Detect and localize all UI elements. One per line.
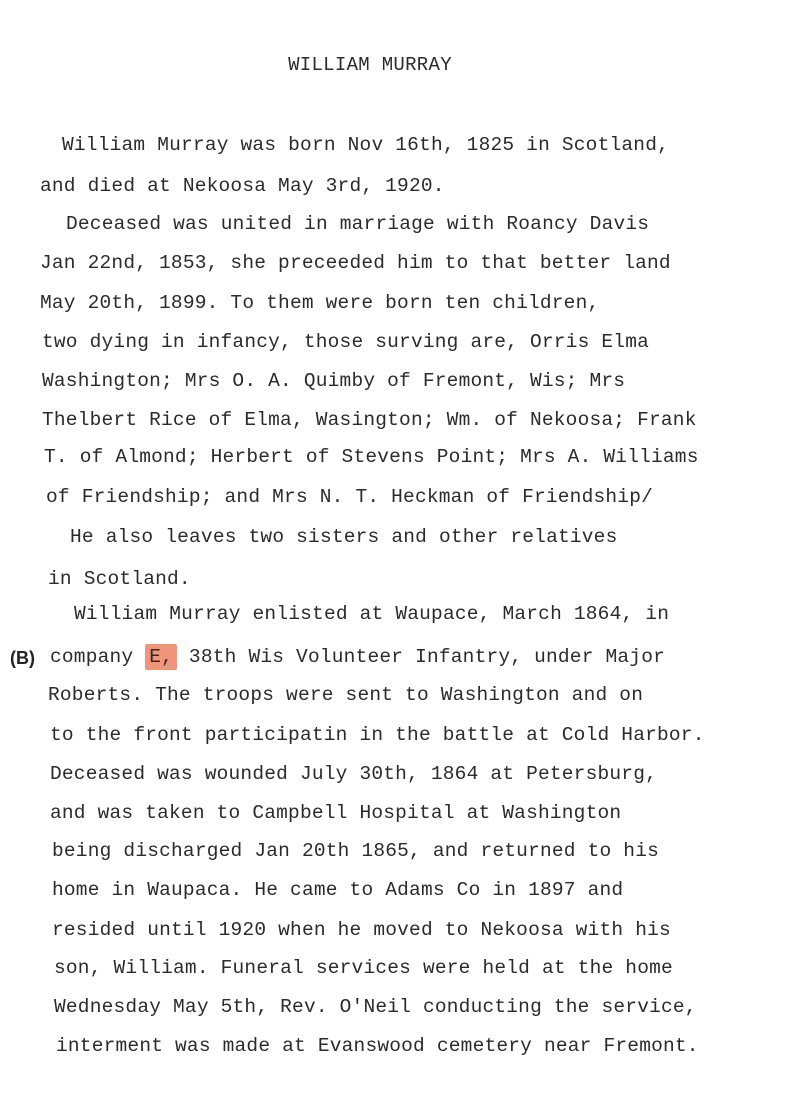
text-line: being discharged Jan 20th 1865, and returned to his xyxy=(52,840,659,862)
text-line: William Murray was born Nov 16th, 1825 in Scotland, xyxy=(62,134,669,156)
text-line: Deceased was united in marriage with Roancy Davis xyxy=(66,213,650,235)
text-line: and was taken to Campbell Hospital at Washington xyxy=(50,802,622,824)
text-line: of Friendship; and Mrs N. T. Heckman of Friendship/ xyxy=(46,486,653,508)
text-line: to the front participatin in the battle at Cold Harbor. xyxy=(50,724,705,746)
text-line: Deceased was wounded July 30th, 1864 at Petersburg, xyxy=(50,763,657,785)
company-suffix: 38th Wis Volunteer Infantry, under Major xyxy=(177,646,666,668)
text-line: home in Waupaca. He came to Adams Co in 1897 and xyxy=(52,879,624,901)
document-title: WILLIAM MURRAY xyxy=(288,54,452,76)
text-line: He also leaves two sisters and other relatives xyxy=(70,526,618,548)
text-line: Washington; Mrs O. A. Quimby of Fremont, Wis; Mrs xyxy=(42,370,626,392)
text-line: two dying in infancy, those surving are, Orris Elma xyxy=(42,331,649,353)
text-line-company xyxy=(50,646,665,668)
text-line: son, William. Funeral services were held at the home xyxy=(54,957,673,979)
section-label: (B) xyxy=(10,648,35,668)
text-line: Wednesday May 5th, Rev. O'Neil conducting the service, xyxy=(54,996,697,1018)
text-line: in Scotland. xyxy=(48,568,191,590)
text-line: Roberts. The troops were sent to Washington and on xyxy=(48,684,644,706)
company-prefix: company xyxy=(50,646,146,668)
text-line: May 20th, 1899. To them were born ten children, xyxy=(40,292,600,314)
text-line: resided until 1920 when he moved to Nekoosa with his xyxy=(52,919,671,941)
text-line: interment was made at Evanswood cemetery near Fremont. xyxy=(56,1035,699,1057)
text-line: and died at Nekoosa May 3rd, 1920. xyxy=(40,175,445,197)
text-line: William Murray enlisted at Waupace, March 1864, in xyxy=(74,603,670,625)
text-line: Thelbert Rice of Elma, Wasington; Wm. of Nekoosa; Frank xyxy=(42,409,697,431)
text-line: Jan 22nd, 1853, she preceeded him to that better land xyxy=(40,252,671,274)
text-line: T. of Almond; Herbert of Stevens Point; Mrs A. Williams xyxy=(44,446,699,468)
highlighted-company-letter: E, xyxy=(145,644,177,670)
